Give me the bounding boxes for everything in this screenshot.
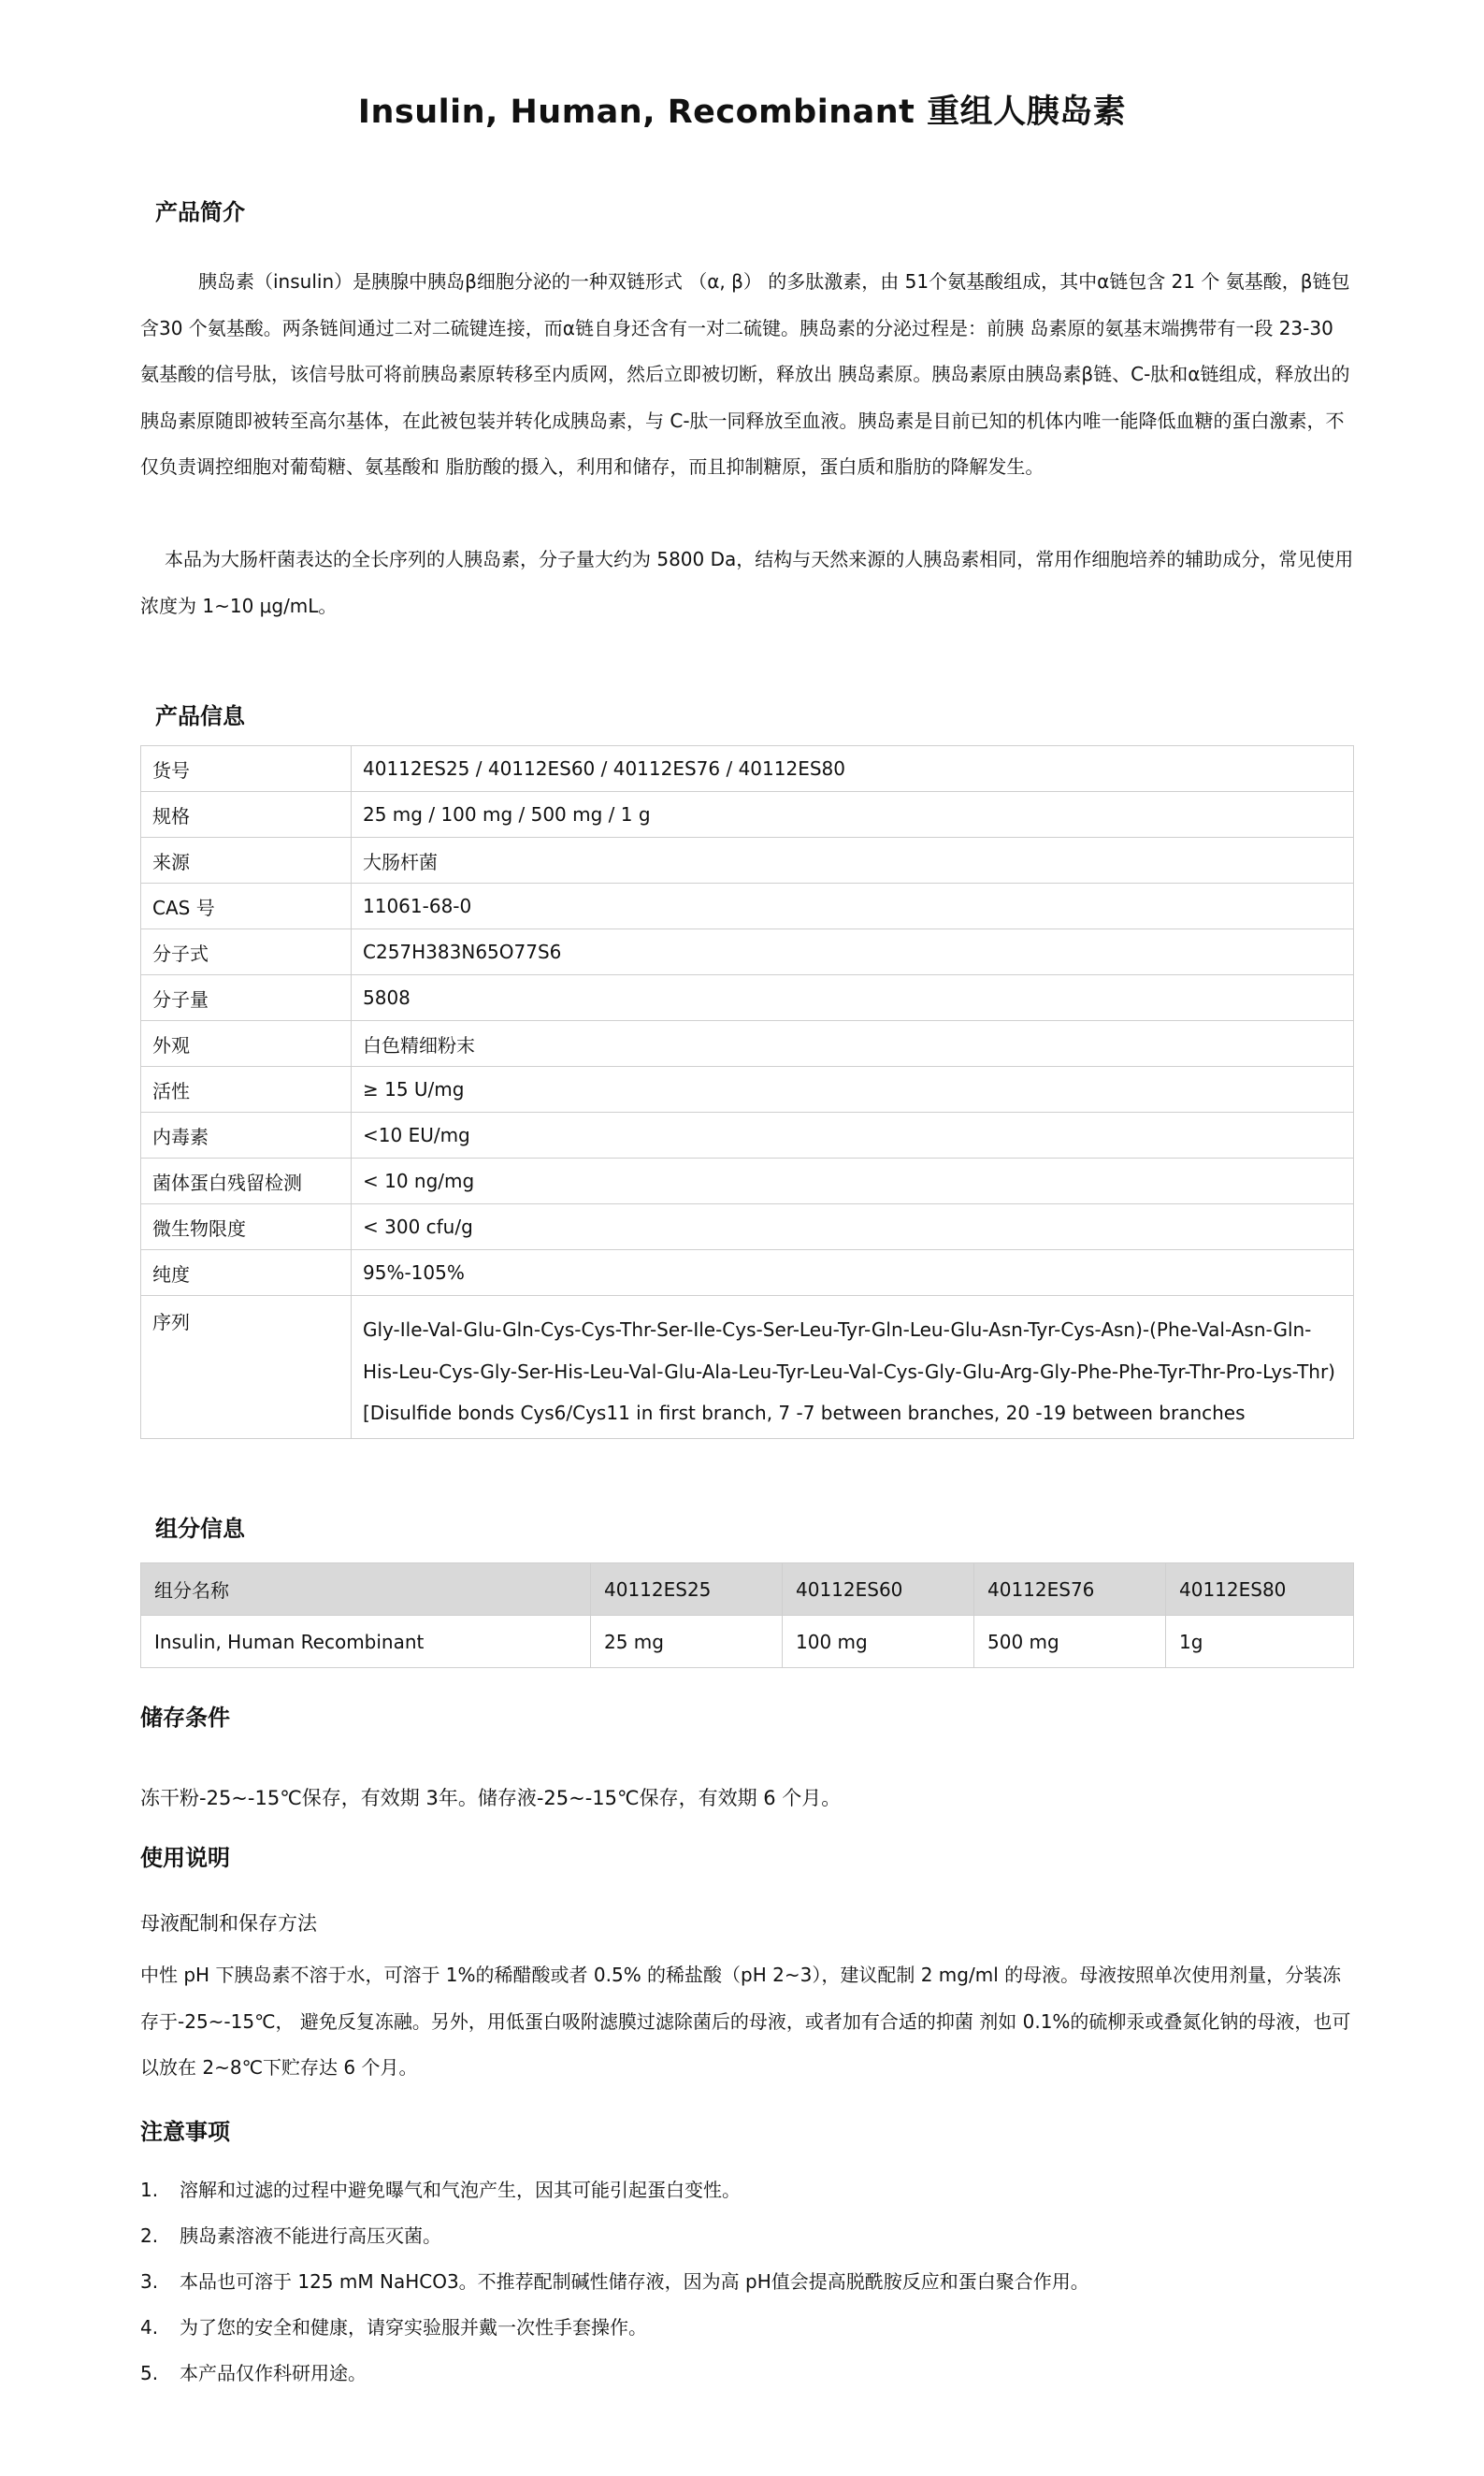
table-header-row [141, 1563, 1354, 1616]
info-heading: 产品信息 [155, 703, 245, 729]
info-value: < 300 cfu/g [352, 1204, 1354, 1250]
info-key: 货号 [141, 746, 352, 792]
table-header: 40112ES25 [591, 1563, 783, 1616]
intro-text-2: 本品为大肠杆菌表达的全长序列的人胰岛素，分子量大约为 5800 Da，结构与天然来源的人胰岛素相同，常用作细胞培养的辅助成分，常见使用浓度为 1~10 μg/mL。 [140, 548, 1354, 617]
table-row [141, 1204, 1354, 1250]
usage-subheading: 母液配制和保存方法 [140, 1912, 317, 1935]
table-header: 40112ES60 [783, 1563, 974, 1616]
components-table [140, 1562, 1354, 1668]
list-item: 2. 胰岛素溶液不能进行高压灭菌。 [140, 2224, 441, 2247]
table-row [141, 1296, 1354, 1439]
info-key: 分子式 [141, 929, 352, 975]
info-value: 40112ES25 / 40112ES60 / 40112ES76 / 40112ES80 [352, 746, 1354, 792]
table-cell: 1g [1166, 1616, 1354, 1668]
info-key: 外观 [141, 1021, 352, 1067]
info-key: 内毒素 [141, 1113, 352, 1159]
info-key: 纯度 [141, 1250, 352, 1296]
table-cell: 25 mg [591, 1616, 783, 1668]
table-header: 40112ES80 [1166, 1563, 1354, 1616]
table-row [141, 792, 1354, 838]
info-key: 活性 [141, 1067, 352, 1113]
info-value: 白色精细粉末 [352, 1021, 1354, 1067]
info-value: ≥ 15 U/mg [352, 1067, 1354, 1113]
info-key: CAS 号 [141, 884, 352, 929]
table-cell: 500 mg [974, 1616, 1166, 1668]
table-row [141, 838, 1354, 884]
table-row [141, 1113, 1354, 1159]
usage-text: 中性 pH 下胰岛素不溶于水，可溶于 1%的稀醋酸或者 0.5% 的稀盐酸（pH 2~3），建议配制 2 mg/ml 的母液。母液按照单次使用剂量，分装冻存于-25~-15℃， 避免反复冻融。另外，用低蛋白吸附滤膜过滤除菌后的母液，或者加有合适的抑菌 剂如 0.1%的硫柳汞或叠氮化钠的母液，也可以放在 2~8℃下贮存达 6 个月。 [140, 1964, 1351, 2079]
table-row [141, 1616, 1354, 1668]
table-row [141, 746, 1354, 792]
table-row [141, 884, 1354, 929]
intro-heading: 产品简介 [155, 199, 245, 225]
components-heading: 组分信息 [155, 1516, 245, 1542]
storage-heading: 储存条件 [140, 1705, 230, 1731]
intro-text: 胰岛素（insulin）是胰腺中胰岛β细胞分泌的一种双链形式 （α, β） 的多肽激素，由 51个氨基酸组成，其中α链包含 21 个 氨基酸，β链包含30 个氨基酸。两条链间通过二对二硫键连接，而α链自身还含有一对二硫键。胰岛素的分泌过程是：前胰 岛素原的氨基末端携带有一段 23-30 氨基酸的信号肽，该信号肽可将前胰岛素原转移至内质网，然后立即被切断，释放出 胰岛素原。胰岛素原由胰岛素β链、C-肽和α链组成，释放出的胰岛素原随即被转至高尔基体，在此被包装并转化成胰岛素，与 C-肽一同释放至血液。胰岛素是目前已知的机体内唯一能降低血糖的蛋白激素，不仅负责调控细胞对葡萄糖、氨基酸和 脂肪酸的摄入，利用和储存，而且抑制糖原，蛋白质和脂肪的降解发生。 [140, 270, 1350, 478]
intro-paragraph-2 [140, 537, 1356, 629]
document-title: Insulin, Human, Recombinant 重组人胰岛素 [357, 94, 1127, 131]
product-info-table [140, 745, 1354, 1439]
table-row [141, 1021, 1354, 1067]
info-key: 规格 [141, 792, 352, 838]
table-row [141, 1067, 1354, 1113]
info-value: C257H383N65O77S6 [352, 929, 1354, 975]
table-cell: Insulin, Human Recombinant [141, 1616, 591, 1668]
table-row [141, 1159, 1354, 1204]
list-item: 3. 本品也可溶于 125 mM NaHCO3。不推荐配制碱性储存液，因为高 pH值会提高脱酰胺反应和蛋白聚合作用。 [140, 2270, 1089, 2293]
table-row [141, 1250, 1354, 1296]
list-item: 4. 为了您的安全和健康，请穿实验服并戴一次性手套操作。 [140, 2316, 647, 2339]
info-value: 大肠杆菌 [352, 838, 1354, 884]
table-header: 组分名称 [141, 1563, 591, 1616]
info-key: 来源 [141, 838, 352, 884]
storage-text: 冻干粉-25~-15℃保存，有效期 3年。储存液-25~-15℃保存，有效期 6 个月。 [140, 1787, 842, 1809]
info-key: 分子量 [141, 975, 352, 1021]
table-row [141, 975, 1354, 1021]
list-item: 1. 溶解和过滤的过程中避免曝气和气泡产生，因其可能引起蛋白变性。 [140, 2179, 741, 2201]
notes-list [140, 2167, 1089, 2397]
info-value: 95%-105% [352, 1250, 1354, 1296]
notes-heading: 注意事项 [140, 2119, 230, 2145]
info-value: <10 EU/mg [352, 1113, 1354, 1159]
table-cell: 100 mg [783, 1616, 974, 1668]
usage-heading: 使用说明 [140, 1845, 230, 1871]
list-item: 5. 本产品仅作科研用途。 [140, 2362, 367, 2384]
sequence-value: Gly-Ile-Val-Glu-Gln-Cys-Cys-Thr-Ser-Ile-Cys-Ser-Leu-Tyr-Gln-Leu-Glu-Asn-Tyr-Cys-Asn)-(Phe-Val-Asn-Gln-His-Leu-Cys-Gly-Ser-His-Leu-Val-Glu-Ala-Leu-Tyr-Leu-Val-Cys-Gly-Glu-Arg-Gly-Phe-Phe-Tyr-Thr-Pro-Lys-Thr) [Disulfide bonds Cys6/Cys11 in first branch, 7 -7 between branches, 20 -19 between branches [352, 1296, 1354, 1439]
intro-paragraph [140, 259, 1356, 491]
table-row [141, 929, 1354, 975]
info-value: 25 mg / 100 mg / 500 mg / 1 g [352, 792, 1354, 838]
info-key: 菌体蛋白残留检测 [141, 1159, 352, 1204]
table-header: 40112ES76 [974, 1563, 1166, 1616]
info-value: < 10 ng/mg [352, 1159, 1354, 1204]
info-value: 5808 [352, 975, 1354, 1021]
info-key: 微生物限度 [141, 1204, 352, 1250]
info-key: 序列 [141, 1296, 352, 1439]
info-value: 11061-68-0 [352, 884, 1354, 929]
